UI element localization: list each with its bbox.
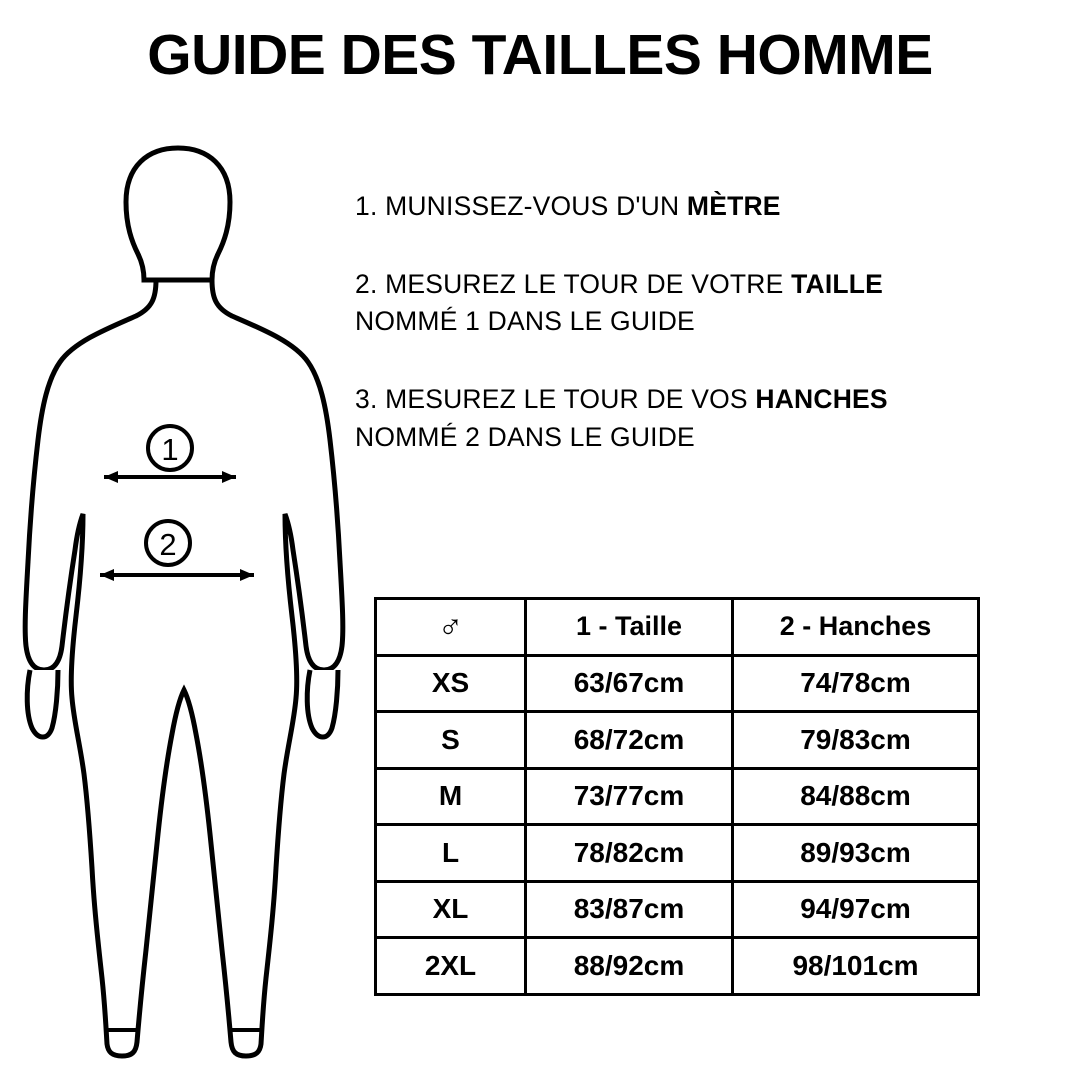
male-body-figure: [8, 130, 348, 1060]
header-waist: 1 - Taille: [526, 599, 733, 656]
table-header-row: [376, 599, 979, 656]
figure-left-hand-detail: [27, 670, 58, 737]
cell-waist: 88/92cm: [526, 938, 733, 995]
waist-marker-label: 1: [161, 432, 179, 467]
page-title: GUIDE DES TAILLES HOMME: [147, 23, 933, 87]
male-gender-icon: ♂: [437, 607, 464, 646]
cell-hips: 94/97cm: [733, 881, 979, 938]
cell-waist: 73/77cm: [526, 768, 733, 825]
cell-hips: 98/101cm: [733, 938, 979, 995]
hips-marker-label: 2: [159, 527, 177, 562]
cell-size: M: [376, 768, 526, 825]
cell-hips: 79/83cm: [733, 712, 979, 769]
instruction-3-keyword: HANCHES: [755, 383, 888, 414]
table-row: [376, 881, 979, 938]
cell-hips: 89/93cm: [733, 825, 979, 882]
instruction-2-keyword: TAILLE: [791, 268, 884, 299]
cell-size: XL: [376, 881, 526, 938]
table-row: [376, 768, 979, 825]
instruction-3-prefix: 3. MESUREZ LE TOUR DE VOS: [355, 383, 756, 414]
instruction-step-1: [355, 188, 1035, 226]
instruction-step-3: [355, 381, 1035, 456]
table-row: [376, 712, 979, 769]
header-size-symbol: [376, 599, 526, 656]
cell-waist: 83/87cm: [526, 881, 733, 938]
cell-size: 2XL: [376, 938, 526, 995]
instruction-step-2: [355, 266, 1035, 341]
hips-marker-badge: [146, 521, 190, 565]
table-row: [376, 825, 979, 882]
cell-hips: 74/78cm: [733, 655, 979, 712]
instruction-3-second-line: NOMMÉ 2 DANS LE GUIDE: [355, 421, 695, 452]
instruction-1-keyword: MÈTRE: [686, 191, 781, 221]
instruction-2-second-line: NOMMÉ 1 DANS LE GUIDE: [355, 306, 695, 337]
cell-waist: 68/72cm: [526, 712, 733, 769]
cell-size: S: [376, 712, 526, 769]
figure-head-outline: [126, 148, 230, 280]
table-row: [376, 938, 979, 995]
table-row: [376, 655, 979, 712]
cell-waist: 63/67cm: [526, 655, 733, 712]
instruction-1-prefix: 1. MUNISSEZ-VOUS D'UN: [355, 191, 687, 221]
waist-marker-badge: [148, 426, 192, 470]
instructions-list: [355, 188, 1035, 456]
figure-body-outline: [25, 280, 343, 1056]
instruction-2-prefix: 2. MESUREZ LE TOUR DE VOTRE: [355, 268, 792, 299]
header-hips: 2 - Hanches: [733, 599, 979, 656]
cell-waist: 78/82cm: [526, 825, 733, 882]
cell-size: L: [376, 825, 526, 882]
figure-right-hand-detail: [307, 670, 338, 737]
cell-hips: 84/88cm: [733, 768, 979, 825]
size-chart-table: [374, 597, 980, 996]
cell-size: XS: [376, 655, 526, 712]
